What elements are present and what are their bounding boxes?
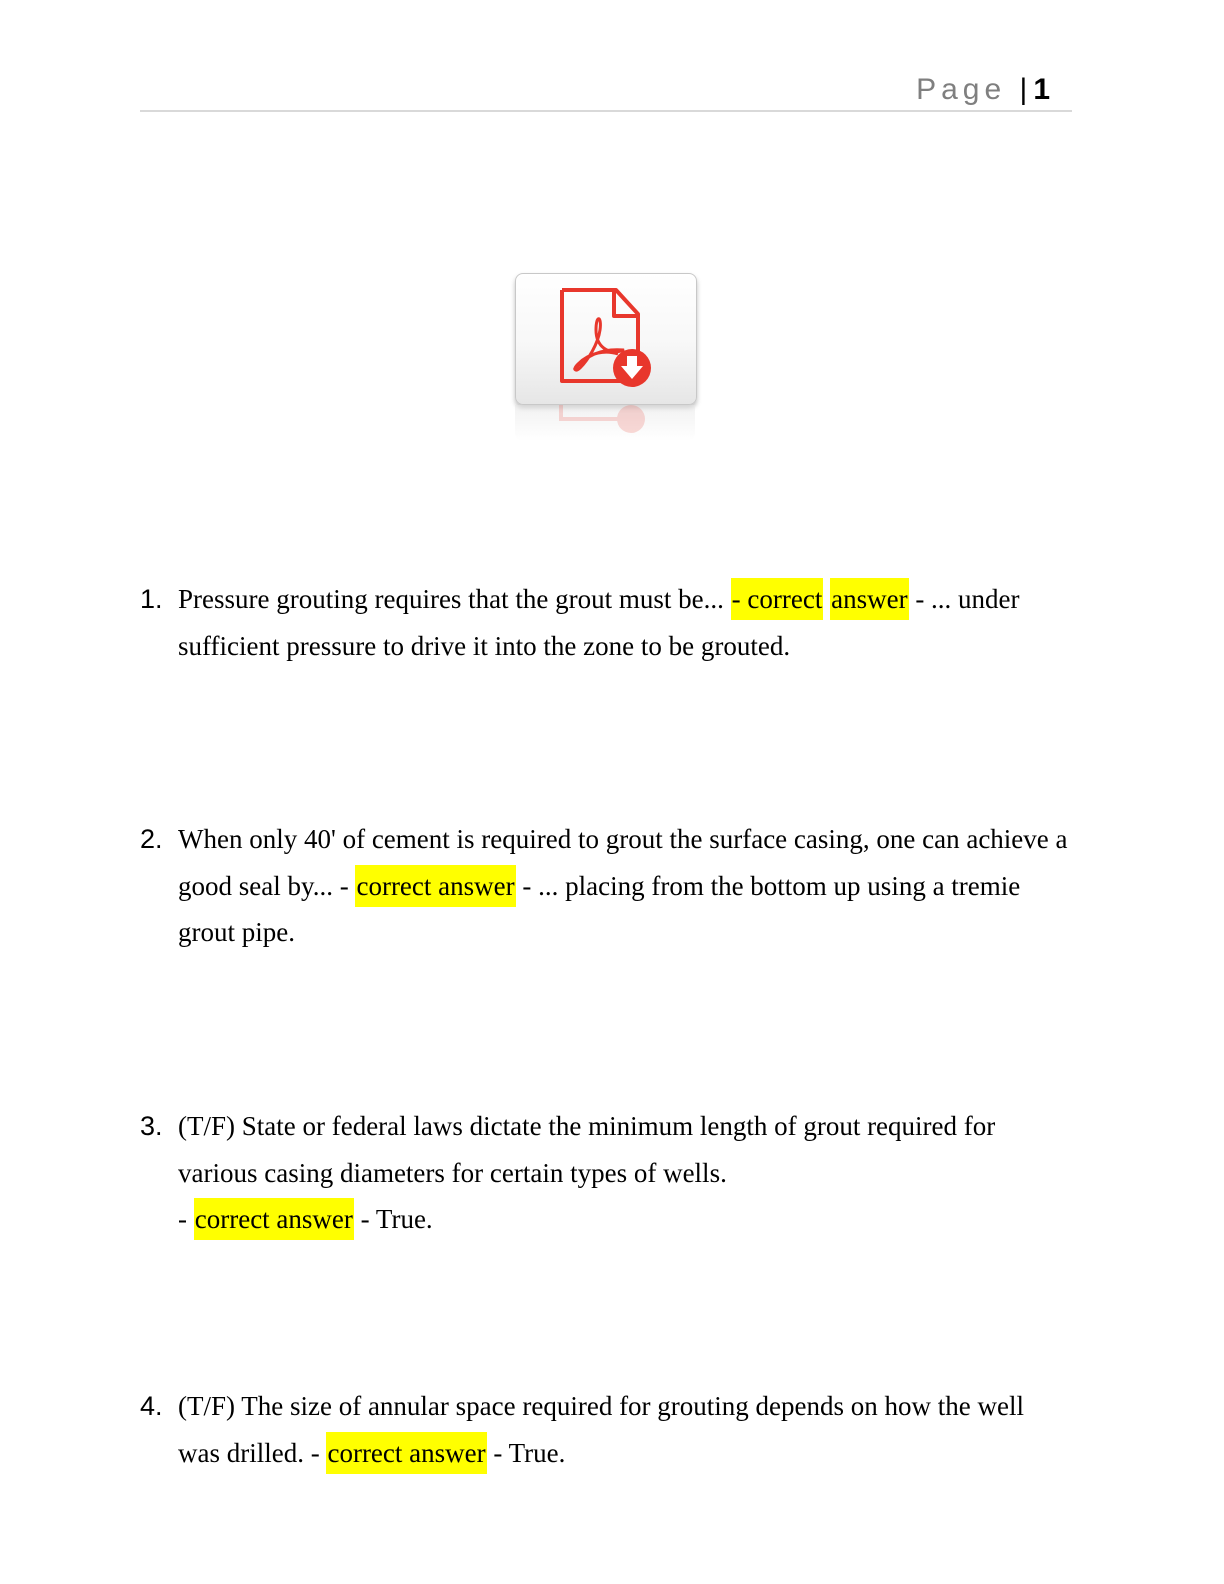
question-2: [140, 816, 1070, 956]
question-text: [178, 816, 1070, 956]
question-prompt: Pressure grouting requires that the grout must be...: [178, 584, 724, 614]
answer-highlight: - correct: [731, 578, 824, 620]
answer-text: - ... placing from the bottom up using a tremie grout pipe.: [178, 870, 1021, 947]
answer-dash: -: [178, 1204, 187, 1234]
question-number: 3.: [140, 1111, 163, 1141]
answer-text: - True.: [493, 1437, 566, 1468]
page-header: [140, 70, 1072, 112]
question-prompt: (T/F) State or federal laws dictate the minimum length of grout required for various casing diameters for certain types of wells.: [178, 1111, 996, 1188]
question-text: [178, 1383, 1070, 1476]
page-word: Page: [916, 73, 1007, 106]
question-prompt: When only 40' of cement is required to grout the surface casing, one can achieve a good seal by... -: [178, 824, 1068, 901]
answer-highlight: correct answer: [194, 1198, 354, 1240]
page-separator: |: [1019, 73, 1028, 106]
answer-text: - True.: [360, 1204, 433, 1234]
answer-text: - ... under sufficient pressure to drive it into the zone to be grouted.: [178, 584, 1020, 661]
pdf-button-reflection: [515, 405, 695, 441]
question-number: 1.: [140, 584, 163, 614]
answer-highlight: correct answer: [355, 865, 515, 907]
question-text: [178, 576, 1070, 669]
question-prompt: (T/F) The size of annular space required for grouting depends on how the well was drilled. -: [178, 1391, 1024, 1468]
pdf-download-icon: [556, 286, 656, 391]
question-4: [140, 1383, 1070, 1476]
question-number: 2.: [140, 824, 163, 854]
question-1: [140, 576, 1070, 669]
pdf-download-button[interactable]: [515, 273, 697, 405]
question-number: 4.: [140, 1391, 163, 1421]
answer-highlight: correct answer: [326, 1432, 486, 1474]
page-number-label: [916, 70, 1050, 110]
page-number: 1: [1033, 73, 1050, 106]
question-text: [178, 1103, 1070, 1243]
question-3: [140, 1103, 1070, 1243]
answer-highlight: answer: [830, 578, 908, 620]
